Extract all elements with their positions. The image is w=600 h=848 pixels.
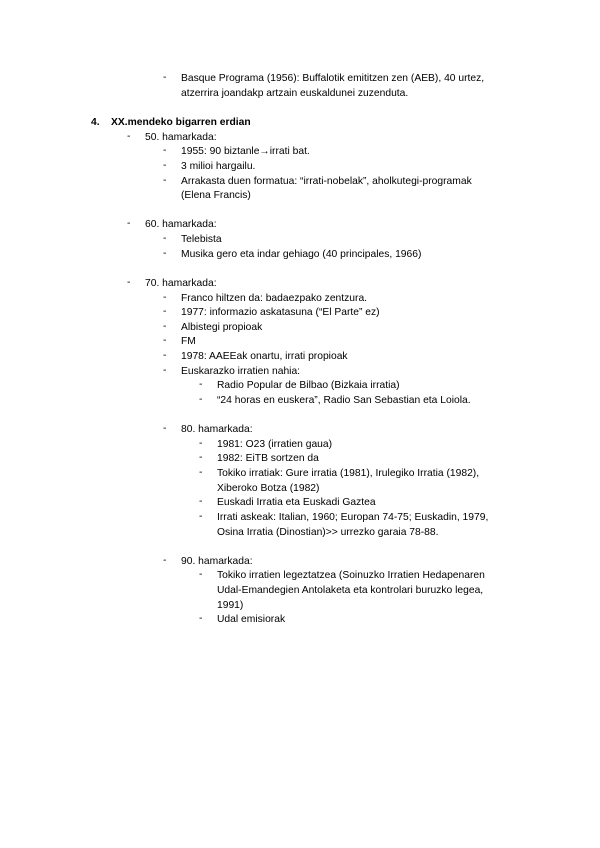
list-item: Tokiko irratien legeztatzea (Soinuzko Irratien Hedapenaren [217,570,485,581]
bullet-dash: - [163,175,167,186]
list-item-continuation: (Elena Francis) [181,190,251,201]
decade-dash: - [163,555,167,566]
list-item: Musika gero eta indar gehiago (40 principales, 1966) [181,249,422,260]
list-item: Euskarazko irratien nahia: [181,366,301,377]
bullet-dash: - [163,321,167,332]
bullet-dash: - [163,365,167,376]
list-item-continuation: Osina Irratia (Dinostian)>> urrezko garaia 78-88. [217,527,439,538]
bullet-dash: - [199,496,203,507]
decade-dash: - [127,131,131,142]
list-item-continuation: 1991) [217,600,244,611]
bullet-dash: - [163,160,167,171]
sub-list-item: Radio Popular de Bilbao (Bizkaia irratia) [217,380,400,391]
bullet-dash: - [199,452,203,463]
bullet-dash: - [163,72,167,83]
intro-item-line-1: Basque Programa (1956): Buffalotik emititzen zen (AEB), 40 urtez, [181,73,485,84]
bullet-dash: - [163,335,167,346]
list-item: Euskadi Irratia eta Euskadi Gaztea [217,497,376,508]
list-item: Telebista [181,234,222,245]
bullet-dash: - [163,306,167,317]
list-item: 1978: AAEEak onartu, irrati propioak [181,351,348,362]
bullet-dash: - [163,292,167,303]
sub-list-item: “24 horas en euskera”, Radio San Sebastian eta Loiola. [217,395,471,406]
list-item: Albistegi propioak [181,322,263,333]
list-item: FM [181,336,196,347]
decade-dash: - [127,218,131,229]
bullet-dash: - [163,350,167,361]
list-item: 1955: 90 biztanle→irrati bat. [181,146,310,157]
decade-dash: - [127,277,131,288]
bullet-dash: - [199,613,203,624]
list-item: 1981: O23 (irratien gaua) [217,439,333,450]
section-title: XX.mendeko bigarren erdian [111,117,251,128]
bullet-dash: - [199,438,203,449]
bullet-dash: - [199,379,203,390]
section-number: 4. [91,117,100,128]
list-item: Udal emisiorak [217,614,286,625]
list-item-continuation: Udal-Emandegien Antolaketa eta kontrolari buruzko legea, [217,585,484,596]
list-item: Irrati askeak: Italian, 1960; Europan 74-75; Euskadin, 1979, [217,512,489,523]
list-item: 1982: EiTB sortzen da [217,453,319,464]
list-item: 3 milioi hargailu. [181,161,256,172]
intro-item-line-2: atzerrira joandakp artzain euskaldunei zuzenduta. [181,88,409,99]
bullet-dash: - [163,233,167,244]
decade-dash: - [163,423,167,434]
bullet-dash: - [199,467,203,478]
decade-70-label: 70. hamarkada: [145,278,217,289]
list-item: Arrakasta duen formatua: “irrati-nobelak”, aholkutegi-programak [181,176,472,187]
decade-60-label: 60. hamarkada: [145,219,217,230]
list-item: 1977: informazio askatasuna (“El Parte” ez) [181,307,380,318]
list-item: Franco hiltzen da: badaezpako zentzura. [181,293,368,304]
bullet-dash: - [199,394,203,405]
decade-50-label: 50. hamarkada: [145,132,217,143]
list-item-continuation: Xiberoko Botza (1982) [217,483,320,494]
decade-80-label: 80. hamarkada: [181,424,253,435]
bullet-dash: - [199,511,203,522]
bullet-dash: - [163,145,167,156]
decade-90-label: 90. hamarkada: [181,556,253,567]
list-item: Tokiko irratiak: Gure irratia (1981), Irulegiko Irratia (1982), [217,468,480,479]
bullet-dash: - [163,248,167,259]
bullet-dash: - [199,569,203,580]
